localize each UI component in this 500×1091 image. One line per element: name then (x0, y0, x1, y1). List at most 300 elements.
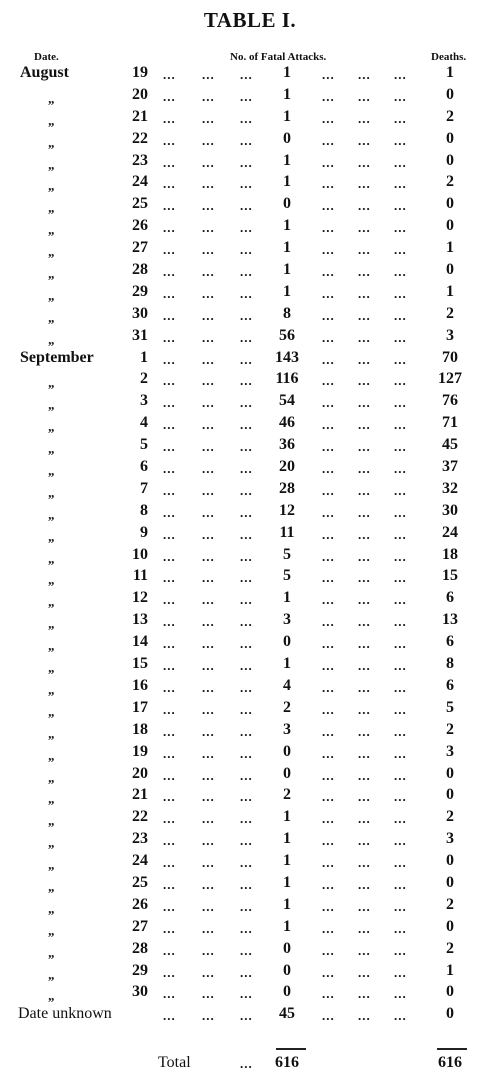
leader-dots: ... (322, 264, 335, 280)
leader-dots: ... (240, 1008, 253, 1024)
leader-dots: ... (163, 679, 176, 695)
day-number: 4 (140, 414, 148, 432)
fatal-attacks-value: 1 (283, 895, 291, 913)
fatal-attacks-value: 1 (283, 64, 291, 81)
table-row (0, 239, 500, 261)
fatal-attacks-value: 1 (283, 852, 291, 870)
leader-dots: ... (202, 242, 215, 258)
leader-dots: ... (240, 439, 253, 455)
leader-dots: ... (163, 264, 176, 280)
leader-dots: ... (163, 723, 176, 739)
deaths-value: 127 (438, 370, 462, 388)
leader-dots: ... (322, 679, 335, 695)
deaths-value: 76 (442, 392, 458, 410)
table-row (0, 786, 500, 808)
day-number: 2 (140, 370, 148, 388)
day-number: 6 (140, 458, 148, 476)
leader-dots: ... (163, 811, 176, 827)
leader-dots: ... (202, 373, 215, 389)
fatal-attacks-value: 1 (283, 917, 291, 935)
day-number: 11 (132, 567, 148, 585)
leader-dots: ... (322, 198, 335, 214)
leader-dots: ... (394, 264, 407, 280)
deaths-value: 2 (446, 107, 454, 125)
day-number: 16 (132, 676, 148, 694)
leader-dots: ... (358, 504, 371, 520)
leader-dots: ... (240, 395, 253, 411)
fatal-attacks-value: 0 (283, 939, 291, 957)
fatal-attacks-value: 3 (283, 720, 291, 738)
leader-dots: ... (358, 701, 371, 717)
leader-dots: ... (240, 526, 253, 542)
leader-dots: ... (394, 395, 407, 411)
leader-dots: ... (163, 285, 176, 301)
table-row (0, 349, 500, 371)
leader-dots: ... (202, 67, 215, 82)
leader-dots: ... (202, 395, 215, 411)
leader-dots: ... (163, 855, 176, 871)
day-number: 21 (132, 786, 148, 804)
leader-dots: ... (322, 1008, 335, 1024)
fatal-attacks-value: 1 (283, 107, 291, 125)
ditto-mark: „ (48, 594, 55, 610)
leader-dots: ... (202, 592, 215, 608)
leader-dots: ... (322, 329, 335, 345)
ditto-mark: „ (48, 528, 55, 544)
leader-dots: ... (358, 592, 371, 608)
table-row (0, 983, 500, 1005)
day-number: 12 (132, 589, 148, 607)
leader-dots: ... (240, 920, 253, 936)
leader-dots: ... (322, 767, 335, 783)
leader-dots: ... (322, 526, 335, 542)
leader-dots: ... (240, 176, 253, 192)
deaths-value: 8 (446, 655, 454, 673)
leader-dots: ... (240, 285, 253, 301)
table-row (0, 305, 500, 327)
leader-dots: ... (358, 242, 371, 258)
table-row (0, 436, 500, 458)
day-number: 8 (140, 501, 148, 519)
day-number: 19 (132, 64, 148, 81)
leader-dots: ... (394, 701, 407, 717)
leader-dots: ... (322, 67, 335, 82)
day-number: 1 (140, 348, 148, 366)
leader-dots: ... (322, 898, 335, 914)
leader-dots: ... (394, 876, 407, 892)
day-number: 20 (132, 764, 148, 782)
leader-dots: ... (202, 110, 215, 126)
day-number: 29 (132, 282, 148, 300)
table-row (0, 918, 500, 940)
leader-dots: ... (163, 570, 176, 586)
day-number: 22 (132, 808, 148, 826)
leader-dots: ... (394, 482, 407, 498)
leader-dots: ... (394, 789, 407, 805)
table-row (0, 852, 500, 874)
fatal-attacks-value: 1 (283, 217, 291, 235)
fatal-attacks-value: 116 (275, 370, 299, 388)
day-number: 10 (132, 545, 148, 563)
leader-dots: ... (163, 198, 176, 214)
leader-dots: ... (322, 570, 335, 586)
leader-dots: ... (163, 658, 176, 674)
leader-dots: ... (358, 132, 371, 148)
leader-dots: ... (202, 351, 215, 367)
leader-dots: ... (163, 964, 176, 980)
leader-dots: ... (394, 461, 407, 477)
table-row (0, 152, 500, 174)
table-row (0, 283, 500, 305)
day-number: 25 (132, 195, 148, 213)
deaths-value: 2 (446, 173, 454, 191)
day-number: 21 (132, 107, 148, 125)
leader-dots: ... (358, 723, 371, 739)
leader-dots: ... (240, 482, 253, 498)
ditto-mark: „ (48, 747, 55, 763)
deaths-value: 0 (446, 786, 454, 804)
leader-dots: ... (202, 526, 215, 542)
fatal-attacks-value: 8 (283, 304, 291, 322)
leader-dots: ... (240, 242, 253, 258)
day-number: 23 (132, 830, 148, 848)
leader-dots: ... (202, 461, 215, 477)
leader-dots: ... (202, 920, 215, 936)
ditto-mark: „ (48, 134, 55, 150)
deaths-value: 2 (446, 939, 454, 957)
leader-dots: ... (394, 67, 407, 82)
ditto-mark: „ (48, 550, 55, 566)
leader-dots: ... (394, 439, 407, 455)
table-row (0, 173, 500, 195)
deaths-value: 45 (442, 436, 458, 454)
leader-dots: ... (163, 789, 176, 805)
leader-dots: ... (394, 723, 407, 739)
leader-dots: ... (163, 242, 176, 258)
leader-dots: ... (394, 614, 407, 630)
leader-dots: ... (358, 110, 371, 126)
day-number: 25 (132, 873, 148, 891)
day-number: 22 (132, 129, 148, 147)
leader-dots: ... (358, 373, 371, 389)
leader-dots: ... (322, 789, 335, 805)
leader-dots: ... (322, 920, 335, 936)
leader-dots: ... (358, 417, 371, 433)
deaths-value: 18 (442, 545, 458, 563)
leader-dots: ... (358, 855, 371, 871)
day-number: 24 (132, 852, 148, 870)
leader-dots: ... (202, 658, 215, 674)
leader-dots: ... (240, 417, 253, 433)
leader-dots: ... (358, 526, 371, 542)
leader-dots: ... (394, 242, 407, 258)
leader-dots: ... (394, 592, 407, 608)
deaths-value: 0 (446, 1005, 454, 1023)
ditto-mark: „ (48, 660, 55, 676)
leader-dots: ... (240, 636, 253, 652)
fatal-attacks-value: 1 (283, 873, 291, 891)
leader-dots: ... (163, 88, 176, 104)
leader-dots: ... (240, 67, 253, 82)
total-rule-attacks (276, 1048, 306, 1050)
deaths-value: 0 (446, 852, 454, 870)
fatal-attacks-value: 1 (283, 655, 291, 673)
leader-dots: ... (322, 461, 335, 477)
leader-dots: ... (358, 329, 371, 345)
day-number: 30 (132, 983, 148, 1001)
leader-dots: ... (322, 220, 335, 236)
leader-dots: ... (394, 548, 407, 564)
fatal-attacks-value: 1 (283, 589, 291, 607)
deaths-value: 0 (446, 983, 454, 1001)
ditto-mark: „ (48, 857, 55, 873)
leader-dots: ... (163, 942, 176, 958)
table-row (0, 940, 500, 962)
fatal-attacks-value: 54 (279, 392, 295, 410)
table-row (0, 370, 500, 392)
deaths-value: 0 (446, 151, 454, 169)
deaths-value: 0 (446, 917, 454, 935)
leader-dots: ... (358, 833, 371, 849)
fatal-attacks-value: 1 (283, 282, 291, 300)
table-row (0, 524, 500, 546)
leader-dots: ... (394, 88, 407, 104)
leader-dots: ... (240, 307, 253, 323)
leader-dots: ... (358, 636, 371, 652)
day-number: 28 (132, 939, 148, 957)
deaths-value: 70 (442, 348, 458, 366)
deaths-value: 2 (446, 808, 454, 826)
leader-dots: ... (163, 636, 176, 652)
leader-dots: ... (202, 132, 215, 148)
day-number: 26 (132, 895, 148, 913)
leader-dots: ... (240, 701, 253, 717)
leader-dots: ... (358, 679, 371, 695)
table-row (0, 261, 500, 283)
leader-dots: ... (163, 526, 176, 542)
leader-dots: ... (240, 198, 253, 214)
leader-dots: ... (358, 942, 371, 958)
deaths-value: 6 (446, 589, 454, 607)
leader-dots: ... (358, 964, 371, 980)
leader-dots: ... (394, 986, 407, 1002)
leader-dots: ... (202, 876, 215, 892)
fatal-attacks-value: 5 (283, 545, 291, 563)
ditto-mark: „ (48, 703, 55, 719)
leader-dots: ... (163, 154, 176, 170)
fatal-attacks-value: 4 (283, 676, 291, 694)
leader-dots: ... (322, 964, 335, 980)
day-number: 15 (132, 655, 148, 673)
leader-dots: ... (240, 548, 253, 564)
deaths-value: 6 (446, 676, 454, 694)
leader-dots: ... (322, 176, 335, 192)
leader-dots: ... (358, 461, 371, 477)
deaths-value: 0 (446, 873, 454, 891)
leader-dots: ... (202, 570, 215, 586)
leader-dots: ... (322, 154, 335, 170)
leader-dots: ... (322, 592, 335, 608)
leader-dots: ... (394, 154, 407, 170)
fatal-attacks-value: 0 (283, 742, 291, 760)
table-row (0, 611, 500, 633)
leader-dots: ... (240, 592, 253, 608)
total-rule-deaths (437, 1048, 467, 1050)
day-number: 17 (132, 698, 148, 716)
leader-dots: ... (163, 767, 176, 783)
ditto-mark: „ (48, 200, 55, 216)
table-row (0, 896, 500, 918)
leader-dots: ... (358, 88, 371, 104)
leader-dots: ... (240, 986, 253, 1002)
leader-dots: ... (240, 833, 253, 849)
leader-dots: ... (240, 110, 253, 126)
table-row (0, 765, 500, 787)
table-row (0, 195, 500, 217)
leader-dots: ... (322, 811, 335, 827)
day-number: 14 (132, 633, 148, 651)
ditto-mark: „ (48, 922, 55, 938)
fatal-attacks-value: 0 (283, 983, 291, 1001)
leader-dots: ... (358, 548, 371, 564)
leader-dots: ... (322, 636, 335, 652)
leader-dots: ... (358, 811, 371, 827)
total-deaths: 616 (438, 1054, 462, 1071)
leader-dots: ... (163, 132, 176, 148)
leader-dots: ... (202, 723, 215, 739)
leader-dots: ... (394, 570, 407, 586)
leader-dots: ... (202, 679, 215, 695)
date-unknown-label: Date unknown (18, 1005, 112, 1023)
leader-dots: ... (394, 417, 407, 433)
day-number: 27 (132, 239, 148, 257)
ditto-mark: „ (48, 287, 55, 303)
table-row (0, 1005, 500, 1027)
leader-dots: ... (322, 833, 335, 849)
leader-dots: ... (358, 264, 371, 280)
leader-dots: ... (322, 110, 335, 126)
leader-dots: ... (394, 132, 407, 148)
table-row (0, 414, 500, 436)
leader-dots: ... (394, 855, 407, 871)
leader-dots: ... (163, 592, 176, 608)
deaths-value: 1 (446, 64, 454, 81)
leader-dots: ... (394, 920, 407, 936)
day-number: 28 (132, 261, 148, 279)
leader-dots: ... (358, 614, 371, 630)
leader-dots: ... (394, 198, 407, 214)
leader-dots: ... (394, 329, 407, 345)
fatal-attacks-value: 1 (283, 830, 291, 848)
leader-dots: ... (202, 198, 215, 214)
day-number: 20 (132, 85, 148, 103)
leader-dots: ... (358, 876, 371, 892)
ditto-mark: „ (48, 309, 55, 325)
table-row (0, 392, 500, 414)
leader-dots: ... (202, 1008, 215, 1024)
deaths-value: 5 (446, 698, 454, 716)
leader-dots: ... (163, 67, 176, 82)
leader-dots: ... (394, 285, 407, 301)
leader-dots: ... (163, 701, 176, 717)
leader-dots: ... (394, 110, 407, 126)
deaths-value: 0 (446, 217, 454, 235)
leader-dots: ... (163, 920, 176, 936)
fatal-attacks-value: 46 (279, 414, 295, 432)
leader-dots: ... (202, 417, 215, 433)
deaths-value: 37 (442, 458, 458, 476)
ditto-mark: „ (48, 441, 55, 457)
table-row (0, 480, 500, 502)
leader-dots: ... (394, 176, 407, 192)
ditto-mark: „ (48, 484, 55, 500)
ditto-mark: „ (48, 725, 55, 741)
header-date: Date. (34, 51, 59, 63)
leader-dots: ... (163, 482, 176, 498)
leader-dots: ... (240, 658, 253, 674)
deaths-value: 6 (446, 633, 454, 651)
leader-dots: ... (202, 264, 215, 280)
leader-dots: ... (163, 898, 176, 914)
table-row (0, 830, 500, 852)
table-row (0, 546, 500, 568)
ditto-mark: „ (48, 178, 55, 194)
leader-dots: ... (394, 373, 407, 389)
leader-dots: ... (358, 745, 371, 761)
deaths-value: 0 (446, 195, 454, 213)
fatal-attacks-value: 36 (279, 436, 295, 454)
fatal-attacks-value: 0 (283, 129, 291, 147)
table-row (0, 502, 500, 524)
leader-dots: ... (240, 220, 253, 236)
ditto-mark: „ (48, 90, 55, 106)
fatal-attacks-value: 2 (283, 786, 291, 804)
leader-dots: ... (394, 658, 407, 674)
table-body (0, 64, 500, 1027)
leader-dots: ... (202, 614, 215, 630)
leader-dots: ... (394, 307, 407, 323)
deaths-value: 1 (446, 961, 454, 979)
deaths-value: 0 (446, 85, 454, 103)
leader-dots: ... (394, 745, 407, 761)
leader-dots: ... (322, 132, 335, 148)
ditto-mark: „ (48, 988, 55, 1004)
fatal-attacks-value: 11 (279, 523, 295, 541)
leader-dots: ... (163, 351, 176, 367)
leader-dots: ... (163, 1008, 176, 1024)
leader-dots: ... (358, 285, 371, 301)
ditto-mark: „ (48, 791, 55, 807)
table-row (0, 874, 500, 896)
total-label: Total (158, 1054, 191, 1071)
deaths-value: 71 (442, 414, 458, 432)
fatal-attacks-value: 0 (283, 195, 291, 213)
leader-dots: ... (394, 833, 407, 849)
leader-dots: ... (358, 351, 371, 367)
leader-dots: ... (202, 154, 215, 170)
leader-dots: ... (240, 1056, 253, 1071)
leader-dots: ... (322, 88, 335, 104)
fatal-attacks-value: 0 (283, 764, 291, 782)
table-row (0, 808, 500, 830)
leader-dots: ... (358, 1008, 371, 1024)
leader-dots: ... (163, 504, 176, 520)
deaths-value: 2 (446, 304, 454, 322)
total-row (0, 1054, 500, 1076)
leader-dots: ... (240, 264, 253, 280)
total-attacks: 616 (275, 1054, 299, 1071)
fatal-attacks-value: 1 (283, 239, 291, 257)
